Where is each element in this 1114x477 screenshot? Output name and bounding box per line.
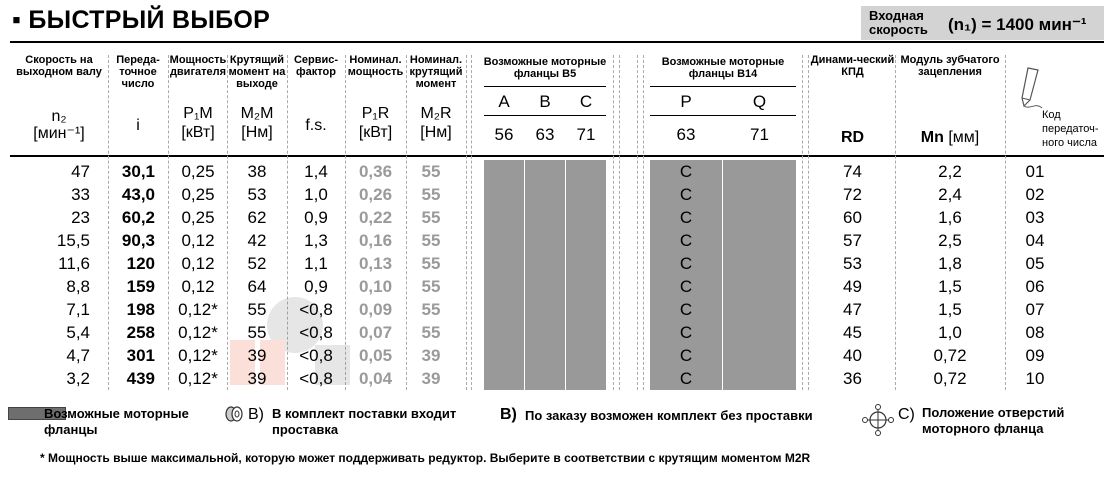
cell-p1r: 0,05 xyxy=(358,346,393,365)
cell-m2m: 64 xyxy=(247,277,267,296)
header-code-name: Код передаточ-ного числа xyxy=(1042,109,1099,149)
cell-p1r: 0,10 xyxy=(358,277,393,296)
cell-i: 30,1 xyxy=(121,162,155,181)
header-m2m-name: Крутящий момент на выходе xyxy=(228,54,286,90)
cell-p: C xyxy=(679,346,693,365)
cell-code: 03 xyxy=(1025,208,1045,227)
cell-fs: 0,9 xyxy=(304,277,328,296)
header-mn-name: Модуль зубчатого зацепления xyxy=(900,54,1000,78)
b5-letter-c: C xyxy=(579,92,593,111)
cell-m2r: 55 xyxy=(421,208,441,227)
cell-p: C xyxy=(679,162,693,181)
cell-p: C xyxy=(679,254,693,273)
cell-m2m: 53 xyxy=(247,185,267,204)
input-speed-value: (n₁) = 1400 мин⁻¹ xyxy=(948,15,1087,34)
header-rd-name: Динами-ческий КПД xyxy=(810,54,895,78)
cell-rd: 74 xyxy=(843,162,862,181)
cell-m2r: 55 xyxy=(421,277,441,296)
cell-i: 159 xyxy=(126,277,155,296)
legend-b-label: B) xyxy=(248,406,264,423)
input-speed-box xyxy=(861,6,1104,40)
cell-code: 10 xyxy=(1025,369,1045,388)
flange-holes-icon xyxy=(860,402,896,443)
cell-p1m: 0,25 xyxy=(181,185,215,204)
header-i-sym: i xyxy=(136,117,140,134)
cell-m2r: 55 xyxy=(421,323,441,342)
cell-mn: 1,5 xyxy=(938,277,962,296)
cell-m2r: 55 xyxy=(421,162,441,181)
cell-rd: 57 xyxy=(843,231,862,250)
b14-size-71: 71 xyxy=(750,125,769,144)
cell-i: 43,0 xyxy=(121,185,155,204)
header-p1m-name: Мощность двигателя xyxy=(169,54,227,78)
cell-p1m: 0,12* xyxy=(178,300,218,319)
header-p1m-sym: P₁М xyxy=(183,105,213,122)
cell-m2r: 55 xyxy=(421,231,441,250)
cell-fs: 1,0 xyxy=(304,185,328,204)
b14-letter-p: P xyxy=(680,92,692,111)
cell-mn: 1,6 xyxy=(938,208,962,227)
cell-fs: 1,1 xyxy=(304,254,328,273)
cell-i: 301 xyxy=(126,346,155,365)
footnote: * Мощность выше максимальной, которую может поддерживать редуктор. Выберите в соответствии с крутящим моментом M2R xyxy=(40,451,811,465)
cell-p: C xyxy=(679,369,693,388)
cell-n2: 15,5 xyxy=(56,231,90,250)
cell-code: 01 xyxy=(1025,162,1045,181)
cell-m2m: 39 xyxy=(247,346,267,365)
cell-p: C xyxy=(679,277,693,296)
header-rule xyxy=(10,155,1104,157)
header-n2-sym: n₂ xyxy=(51,108,67,125)
cell-p1m: 0,25 xyxy=(181,162,215,181)
cell-fs: 0,9 xyxy=(304,208,328,227)
cell-mn: 2,2 xyxy=(938,162,962,181)
cell-i: 439 xyxy=(126,369,155,388)
cell-rd: 36 xyxy=(843,369,862,388)
cell-p: C xyxy=(679,231,693,250)
cell-rd: 49 xyxy=(843,277,862,296)
cell-m2m: 55 xyxy=(247,300,267,319)
legend-b-text: В комплект поставки входит проставка xyxy=(272,406,457,437)
b5-letter-b: B xyxy=(539,92,551,111)
cell-rd: 40 xyxy=(843,346,862,365)
header-i-name: Переда-точное число xyxy=(116,54,160,90)
cell-code: 02 xyxy=(1025,185,1045,204)
flange-block-q xyxy=(723,160,796,390)
cell-p: C xyxy=(679,185,693,204)
cell-p1r: 0,04 xyxy=(358,369,393,388)
cell-code: 06 xyxy=(1025,277,1045,296)
page-title: ▪ БЫСТРЫЙ ВЫБОР xyxy=(12,6,271,34)
cell-rd: 53 xyxy=(843,254,862,273)
top-rule xyxy=(10,41,1104,43)
cell-fs: <0,8 xyxy=(299,369,333,388)
cell-n2: 3,2 xyxy=(66,369,90,388)
legend-flanges-text: Возможные моторные фланцы xyxy=(44,406,189,437)
cell-mn: 0,72 xyxy=(933,346,967,365)
cell-i: 198 xyxy=(126,300,155,319)
cell-n2: 33 xyxy=(71,185,90,204)
header-n2-unit: [мин⁻¹] xyxy=(33,125,85,142)
b5-size-71: 71 xyxy=(576,125,596,144)
legend-b2-label: B) xyxy=(500,406,517,423)
cell-rd: 45 xyxy=(843,323,862,342)
header-m2m-sym: M₂М xyxy=(240,105,274,122)
header-rd-sym: RD xyxy=(840,129,865,146)
header-p1r-name: Номинал. мощность xyxy=(347,54,404,78)
cell-p: C xyxy=(679,323,693,342)
cell-rd: 60 xyxy=(843,208,862,227)
cell-m2m: 39 xyxy=(247,369,267,388)
cell-n2: 23 xyxy=(71,208,90,227)
header-p1r-unit: [кВт] xyxy=(358,124,393,141)
cell-p: C xyxy=(679,300,693,319)
legend-c-text: Положение отверстий моторного фланца xyxy=(922,405,1065,436)
cell-n2: 4,7 xyxy=(66,346,90,365)
cell-p1r: 0,07 xyxy=(358,323,393,342)
cell-m2r: 55 xyxy=(421,185,441,204)
cell-mn: 2,5 xyxy=(938,231,962,250)
b5-size-56: 56 xyxy=(494,125,514,144)
cell-p1m: 0,12 xyxy=(181,254,215,273)
cell-n2: 47 xyxy=(71,162,90,181)
cell-rd: 47 xyxy=(843,300,862,319)
cell-i: 258 xyxy=(126,323,155,342)
cell-fs: <0,8 xyxy=(299,346,333,365)
cell-fs: 1,4 xyxy=(304,162,328,181)
header-fs-name: Сервис-фактор xyxy=(293,54,339,78)
cell-m2r: 39 xyxy=(421,346,441,365)
b5-letter-a: A xyxy=(498,92,510,111)
cell-p1r: 0,09 xyxy=(358,300,393,319)
b5-size-63: 63 xyxy=(535,125,555,144)
legend-c-label: C) xyxy=(898,406,915,423)
cell-p1m: 0,25 xyxy=(181,208,215,227)
cell-m2r: 55 xyxy=(421,300,441,319)
cell-p1r: 0,22 xyxy=(358,208,393,227)
cell-mn: 0,72 xyxy=(933,369,967,388)
cell-m2m: 52 xyxy=(247,254,267,273)
cell-p1m: 0,12* xyxy=(178,346,218,365)
cell-fs: 1,3 xyxy=(304,231,328,250)
cell-p1r: 0,26 xyxy=(358,185,393,204)
cell-p1r: 0,36 xyxy=(358,162,393,181)
cell-n2: 8,8 xyxy=(66,277,90,296)
cell-n2: 11,6 xyxy=(58,254,90,273)
cell-m2m: 55 xyxy=(247,323,267,342)
input-speed-label: Входная скорость xyxy=(869,8,928,37)
cell-m2r: 55 xyxy=(421,254,441,273)
cell-fs: <0,8 xyxy=(299,300,333,319)
cell-m2m: 42 xyxy=(247,231,267,250)
flange-block-b xyxy=(525,160,565,390)
b14-size-63: 63 xyxy=(676,125,696,144)
b14-letter-q: Q xyxy=(752,92,767,111)
header-fs-sym: f.s. xyxy=(305,117,327,134)
header-b14-name: Возможные моторные фланцы B14 xyxy=(661,56,785,80)
legend-b2-text: По заказу возможен комплект без проставки xyxy=(525,408,813,423)
cell-fs: <0,8 xyxy=(299,323,333,342)
cell-p: C xyxy=(679,208,693,227)
cell-code: 04 xyxy=(1025,231,1045,250)
cell-mn: 1,0 xyxy=(938,323,962,342)
cell-mn: 1,8 xyxy=(938,254,962,273)
cell-p1m: 0,12 xyxy=(181,277,215,296)
cell-code: 08 xyxy=(1025,323,1045,342)
cell-p1r: 0,13 xyxy=(358,254,393,273)
cell-n2: 5,4 xyxy=(66,323,90,342)
cell-i: 120 xyxy=(126,254,155,273)
cell-rd: 72 xyxy=(843,185,862,204)
cell-mn: 1,5 xyxy=(938,300,962,319)
flange-block-a xyxy=(484,160,524,390)
cell-p1m: 0,12 xyxy=(181,231,215,250)
cell-p1m: 0,12* xyxy=(178,323,218,342)
header-m2r-sym: M₂R xyxy=(420,105,452,122)
cell-i: 60,2 xyxy=(121,208,155,227)
header-m2m-unit: [Нм] xyxy=(241,124,273,141)
cell-p1m: 0,12* xyxy=(178,369,218,388)
cell-mn: 2,4 xyxy=(938,185,962,204)
cell-n2: 7,1 xyxy=(66,300,90,319)
cell-m2m: 38 xyxy=(247,162,267,181)
spacer-icon xyxy=(224,405,246,428)
cell-m2m: 62 xyxy=(247,208,267,227)
cell-code: 07 xyxy=(1025,300,1045,319)
header-m2r-unit: [Нм] xyxy=(420,124,452,141)
cell-code: 05 xyxy=(1025,254,1045,273)
flange-block-c xyxy=(566,160,606,390)
header-n2-name: Скорость на выходном валу xyxy=(16,54,102,78)
header-p1r-sym: P₁R xyxy=(361,105,390,122)
header-mn-label: Mn [мм] xyxy=(920,129,980,146)
header-p1m-unit: [кВт] xyxy=(181,124,215,141)
header-b5-name: Возможные моторные фланцы B5 xyxy=(483,56,607,80)
header-m2r-name: Номинал. крутящий момент xyxy=(409,54,463,90)
cell-i: 90,3 xyxy=(121,231,155,250)
cell-m2r: 39 xyxy=(421,369,441,388)
cell-p1r: 0,16 xyxy=(358,231,393,250)
cell-code: 09 xyxy=(1025,346,1045,365)
